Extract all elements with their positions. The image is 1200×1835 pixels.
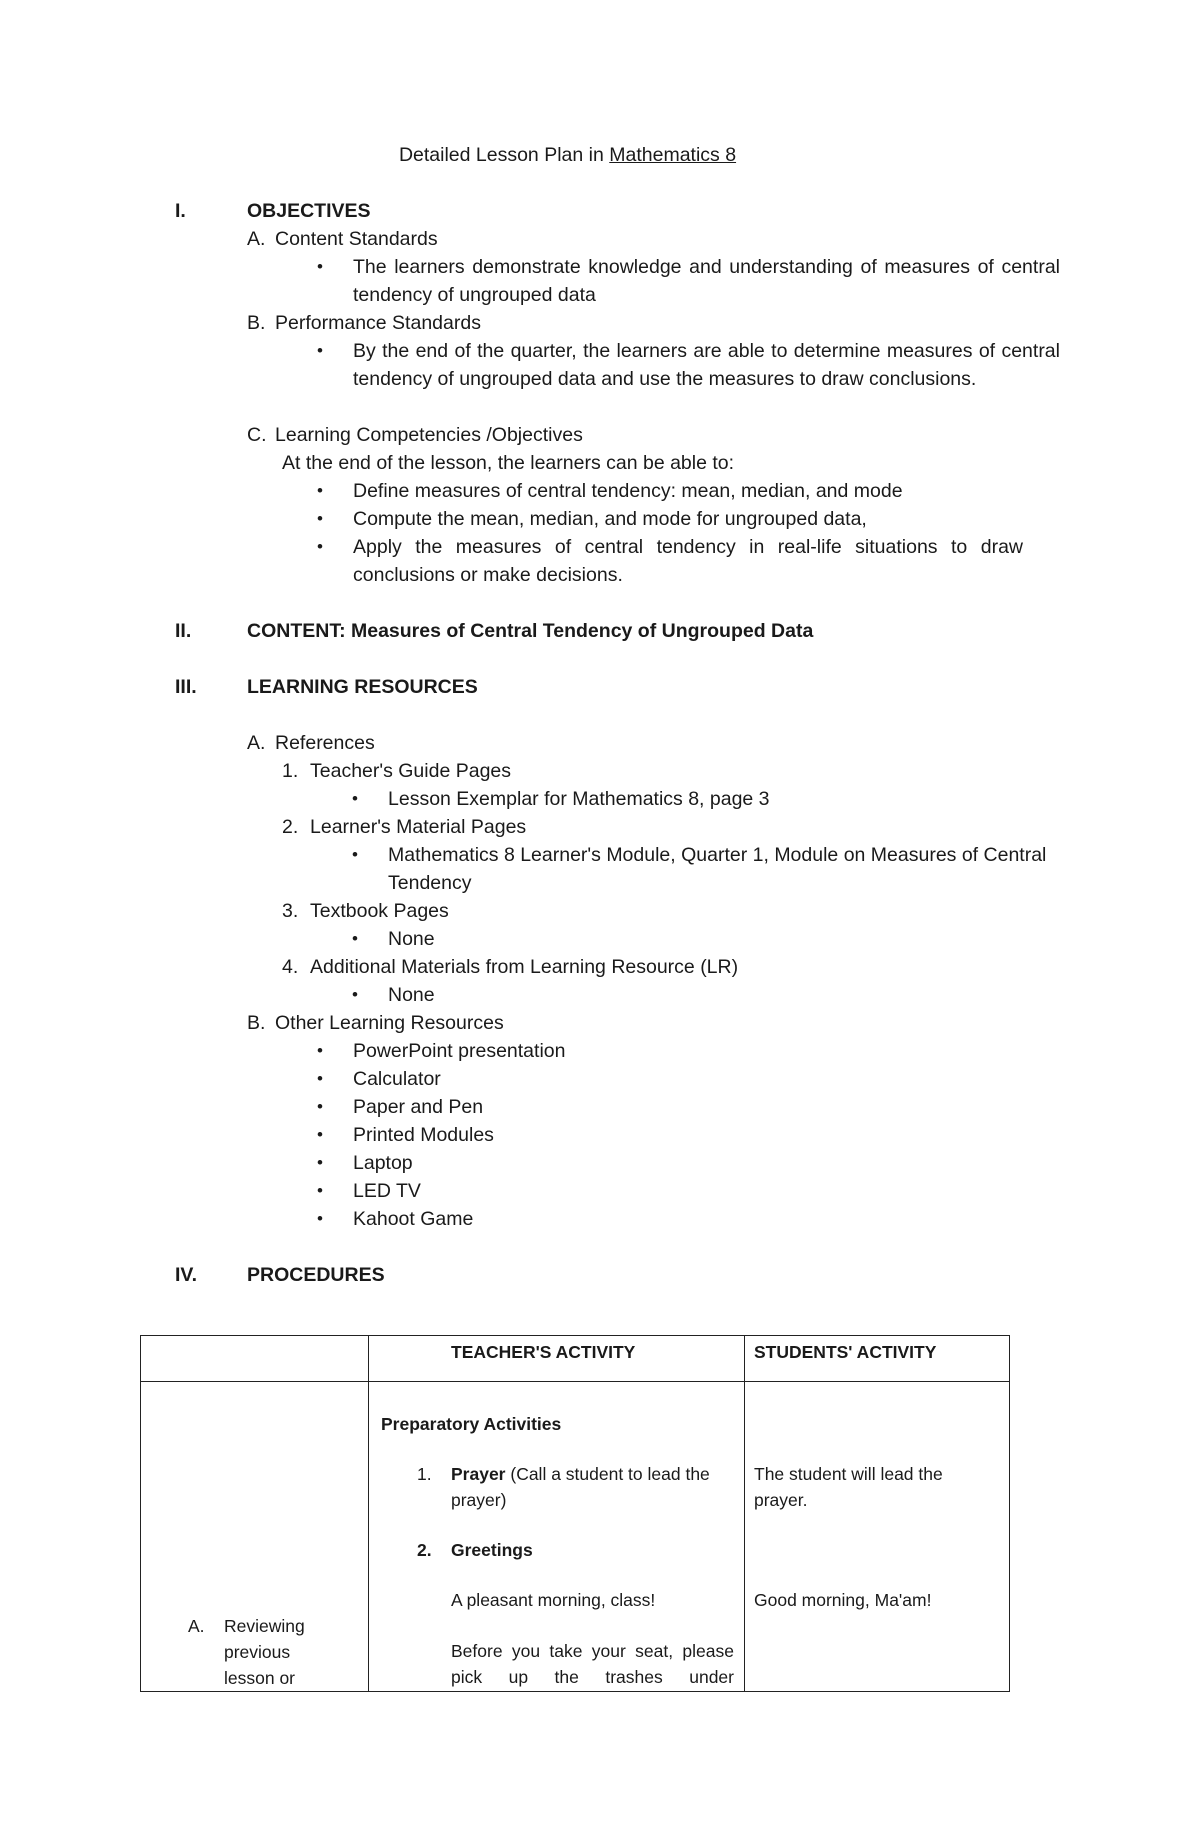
resource-item: Laptop	[353, 1152, 413, 1174]
header-teacher-activity: TEACHER'S ACTIVITY	[451, 1342, 636, 1362]
resource-item: PowerPoint presentation	[353, 1040, 566, 1062]
resource-item: Paper and Pen	[353, 1096, 484, 1118]
row-label-letter: A.	[188, 1616, 205, 1636]
bullet-icon: •	[317, 1209, 323, 1228]
table-border-left	[140, 1335, 141, 1692]
section-heading-procedures: PROCEDURES	[247, 1264, 385, 1286]
subsection-content-standards: A. Content Standards	[247, 228, 438, 250]
competency-item: Apply the measures of central tendency in real-life situations to draw conclusions or make decisions.	[353, 536, 1023, 586]
row-label: Reviewing previous lesson or	[224, 1616, 305, 1688]
bullet-icon: •	[352, 845, 358, 864]
bullet-icon: •	[317, 341, 323, 360]
subsection-other-resources: B. Other Learning Resources	[247, 1012, 504, 1034]
prayer-instruction: Prayer (Call a student to lead the prayer)	[451, 1464, 710, 1510]
subsection-competencies: C. Learning Competencies /Objectives	[247, 424, 583, 446]
procedures-table	[140, 1335, 1010, 1692]
reference-detail: Mathematics 8 Learner's Module, Quarter 1, Module on Measures of Central Tendency	[388, 844, 1047, 894]
header-students-activity: STUDENTS' ACTIVITY	[754, 1342, 937, 1362]
resource-item: Printed Modules	[353, 1124, 494, 1146]
reference-item-2: 2. Learner's Material Pages	[282, 816, 527, 838]
reference-detail: Lesson Exemplar for Mathematics 8, page 3	[388, 788, 770, 810]
table-column-divider	[368, 1335, 369, 1692]
section-numeral-iv: IV.	[175, 1264, 198, 1286]
subsection-performance-standards: B. Performance Standards	[247, 312, 481, 334]
table-border-bottom	[140, 1691, 1010, 1692]
content-standards-text: The learners demonstrate knowledge and understanding of measures of central tendency of ungrouped data	[353, 256, 1060, 306]
resource-item: LED TV	[353, 1180, 421, 1202]
greetings-heading: Greetings	[451, 1540, 533, 1560]
section-heading-objectives: OBJECTIVES	[247, 200, 371, 222]
greeting-text: A pleasant morning, class!	[451, 1590, 656, 1610]
section-heading-resources: LEARNING RESOURCES	[247, 676, 478, 698]
title-prefix: Detailed Lesson Plan in	[398, 144, 610, 166]
greetings-number: 2.	[417, 1540, 432, 1560]
preparatory-activities-heading: Preparatory Activities	[381, 1414, 562, 1434]
competency-item: Compute the mean, median, and mode for ungrouped data,	[353, 508, 867, 530]
table-border-top	[140, 1335, 1010, 1336]
section-numeral-i: I.	[175, 200, 186, 222]
performance-standards-text: By the end of the quarter, the learners are able to determine measures of central tendency of ungrouped data and use the measures to draw conclusions.	[353, 340, 1060, 390]
bullet-icon: •	[317, 257, 323, 276]
bullet-icon: •	[352, 789, 358, 808]
competencies-intro: At the end of the lesson, the learners can be able to:	[282, 452, 735, 474]
competency-item: Define measures of central tendency: mean, median, and mode	[353, 480, 903, 502]
prayer-number: 1.	[417, 1464, 432, 1484]
section-numeral-iii: III.	[175, 676, 197, 698]
bullet-icon: •	[317, 509, 323, 528]
greeting-response: Good morning, Ma'am!	[754, 1590, 932, 1610]
bullet-icon: •	[317, 481, 323, 500]
table-border-right	[1009, 1335, 1010, 1692]
resource-item: Kahoot Game	[353, 1208, 474, 1230]
subsection-references: A. References	[247, 732, 375, 754]
bullet-icon: •	[317, 1153, 323, 1172]
bullet-icon: •	[352, 929, 358, 948]
reference-item-4: 4. Additional Materials from Learning Resource (LR)	[282, 956, 739, 978]
reference-item-1: 1. Teacher's Guide Pages	[282, 760, 512, 782]
bullet-icon: •	[317, 1181, 323, 1200]
reference-item-3: 3. Textbook Pages	[282, 900, 449, 922]
document-title	[0, 141, 1135, 169]
prayer-response: The student will lead the prayer.	[754, 1464, 943, 1510]
table-column-divider	[744, 1335, 745, 1692]
bullet-icon: •	[317, 1125, 323, 1144]
bullet-icon: •	[317, 1097, 323, 1116]
bullet-icon: •	[317, 537, 323, 556]
bullet-icon: •	[317, 1041, 323, 1060]
table-header-divider	[140, 1381, 1010, 1382]
reference-detail: None	[388, 928, 435, 950]
seat-instruction: Before you take your seat, please pick up the trashes under	[451, 1641, 734, 1687]
resource-item: Calculator	[353, 1068, 441, 1090]
title-subject: Mathematics 8	[609, 144, 737, 166]
section-heading-content: CONTENT: Measures of Central Tendency of Ungrouped Data	[247, 620, 814, 642]
section-numeral-ii: II.	[175, 620, 192, 642]
bullet-icon: •	[317, 1069, 323, 1088]
reference-detail: None	[388, 984, 435, 1006]
bullet-icon: •	[352, 985, 358, 1004]
